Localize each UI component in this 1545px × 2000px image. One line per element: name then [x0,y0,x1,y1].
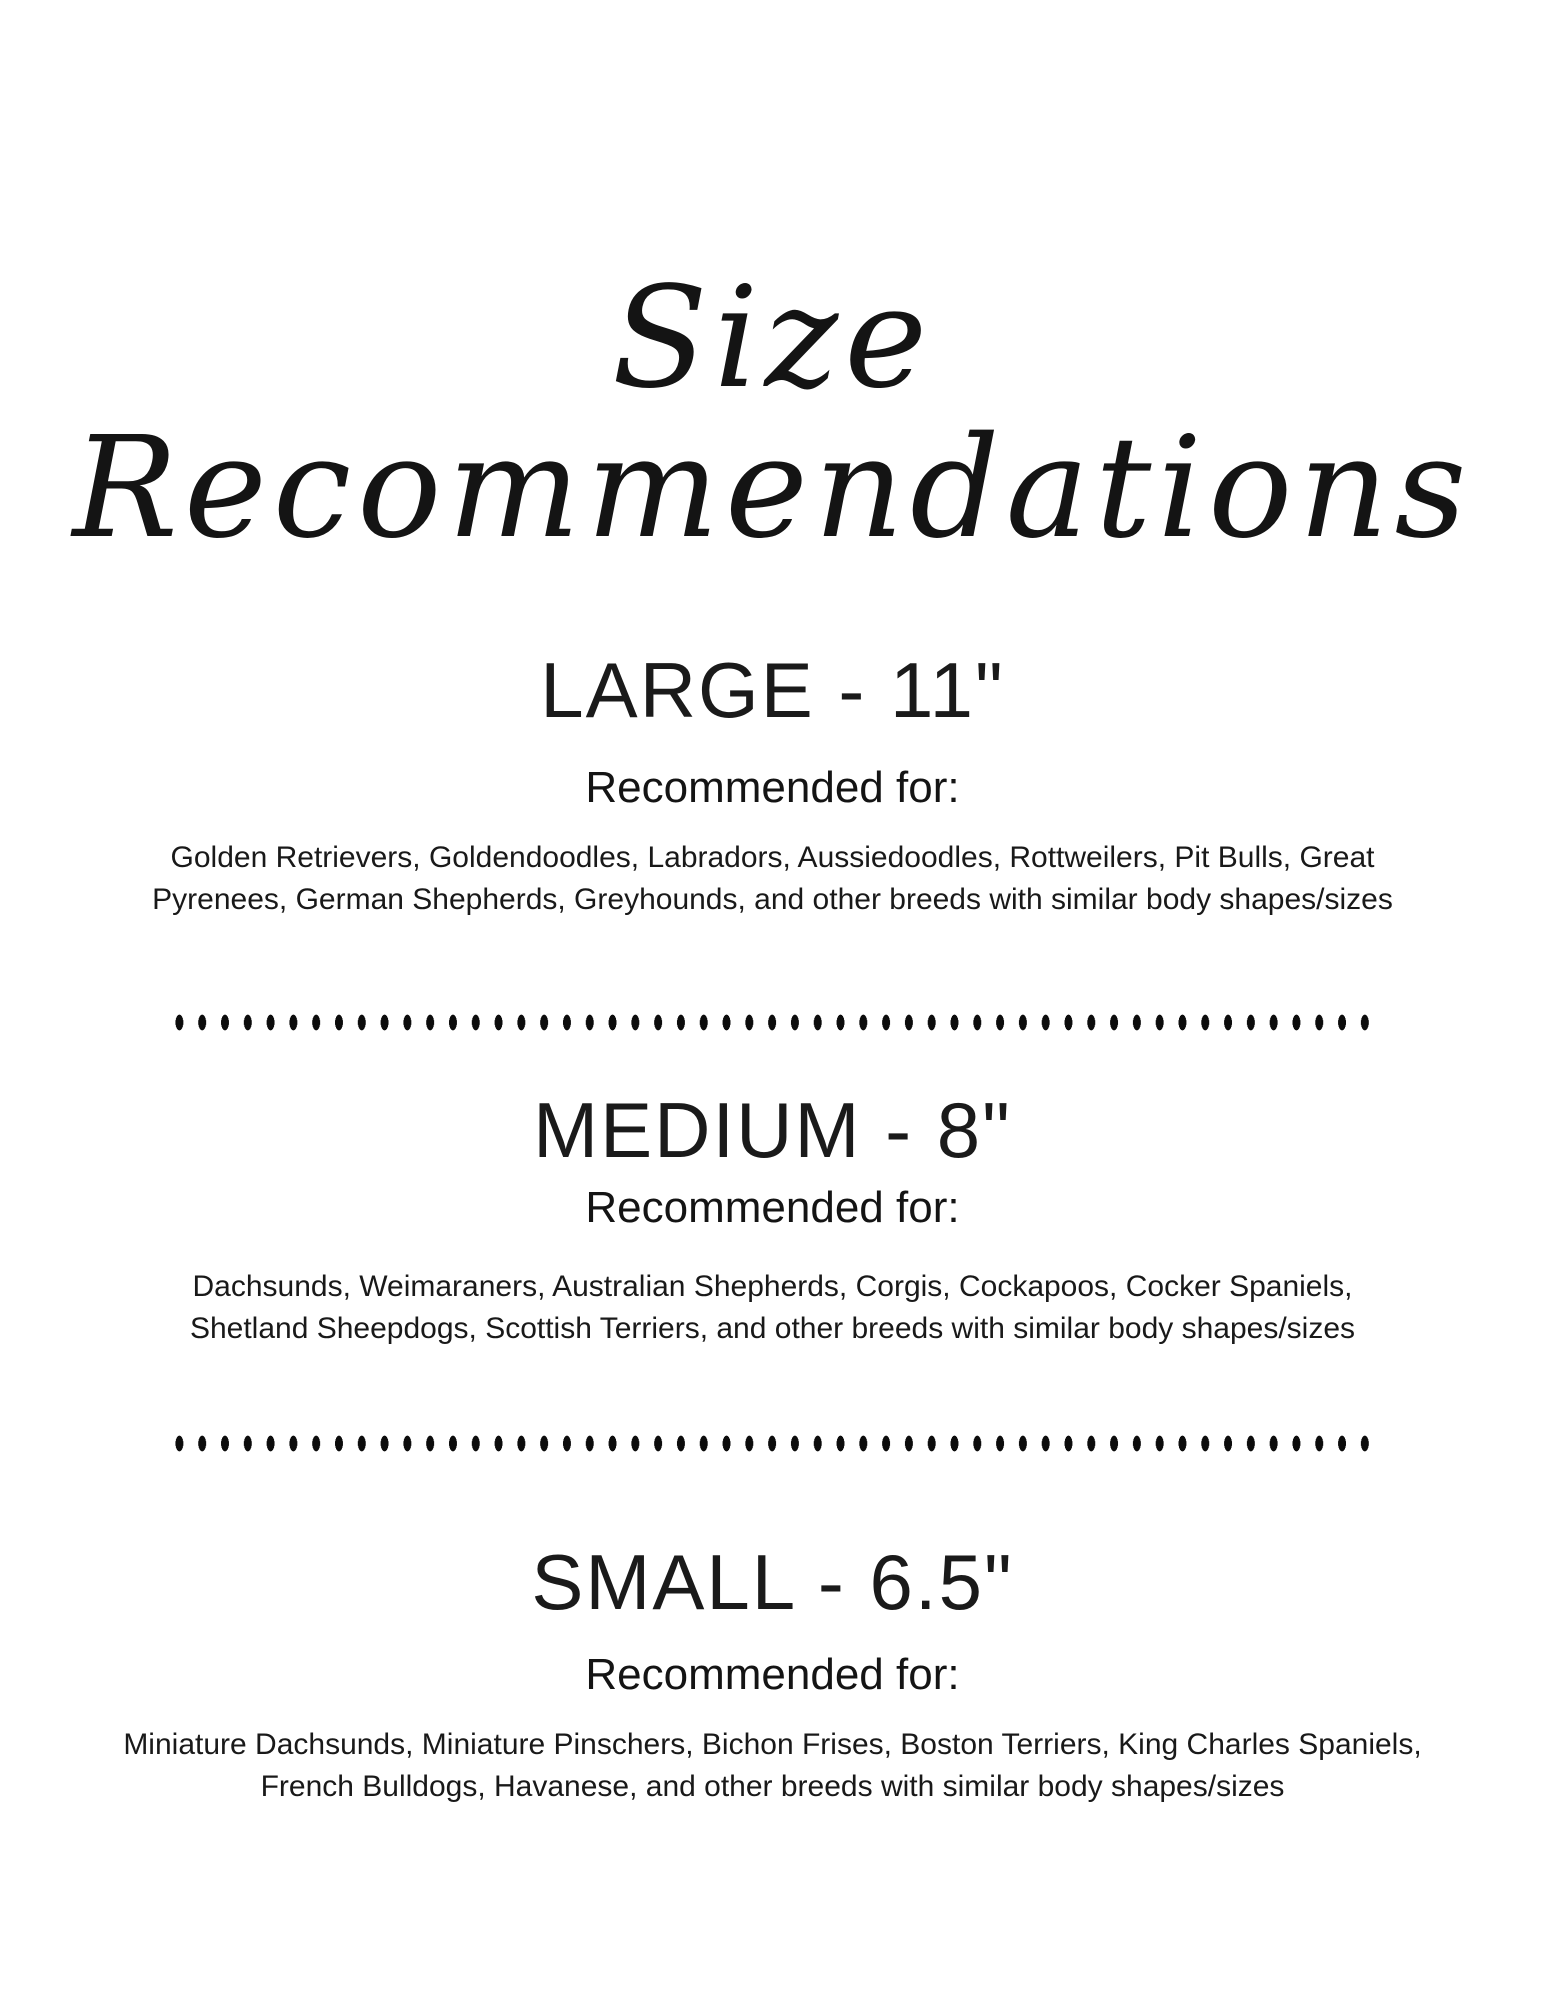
large-breed-list-line2: Pyrenees, German Shepherds, Greyhounds, and other breeds with similar body shapes/sizes [152,883,1393,916]
medium-breed-list-line1: Dachsunds, Weimaraners, Australian Shepherds, Corgis, Cockapoos, Cocker Spaniels, [192,1270,1353,1303]
page-title [0,256,1545,570]
medium-breed-list-line2: Shetland Sheepdogs, Scottish Terriers, and other breeds with similar body shapes/sizes [189,1312,1356,1345]
medium-breed-list [0,1266,1545,1350]
medium-size-heading: MEDIUM - 8" [533,1086,1012,1174]
large-breed-list-line1: Golden Retrievers, Goldendoodles, Labradors, Aussiedoodles, Rottweilers, Pit Bulls, Great [170,841,1375,874]
page-title-line1: Size [611,256,934,420]
large-breed-list [0,837,1545,921]
small-recommended-label: Recommended for: [585,1650,960,1699]
medium-recommended-label: Recommended for: [585,1183,960,1232]
page-title-line2: Recommendations [72,406,1473,570]
dotted-divider [168,1014,1378,1031]
small-size-heading: SMALL - 6.5" [531,1538,1014,1626]
dotted-divider [168,1435,1378,1452]
large-size-heading: LARGE - 11" [540,646,1005,734]
small-breed-list-line1: Miniature Dachsunds, Miniature Pinschers, Bichon Frises, Boston Terriers, King Charles Spaniels, [123,1728,1422,1761]
large-recommended-label: Recommended for: [585,763,960,812]
small-breed-list-line2: French Bulldogs, Havanese, and other breeds with similar body shapes/sizes [260,1770,1285,1803]
small-breed-list [0,1724,1545,1808]
